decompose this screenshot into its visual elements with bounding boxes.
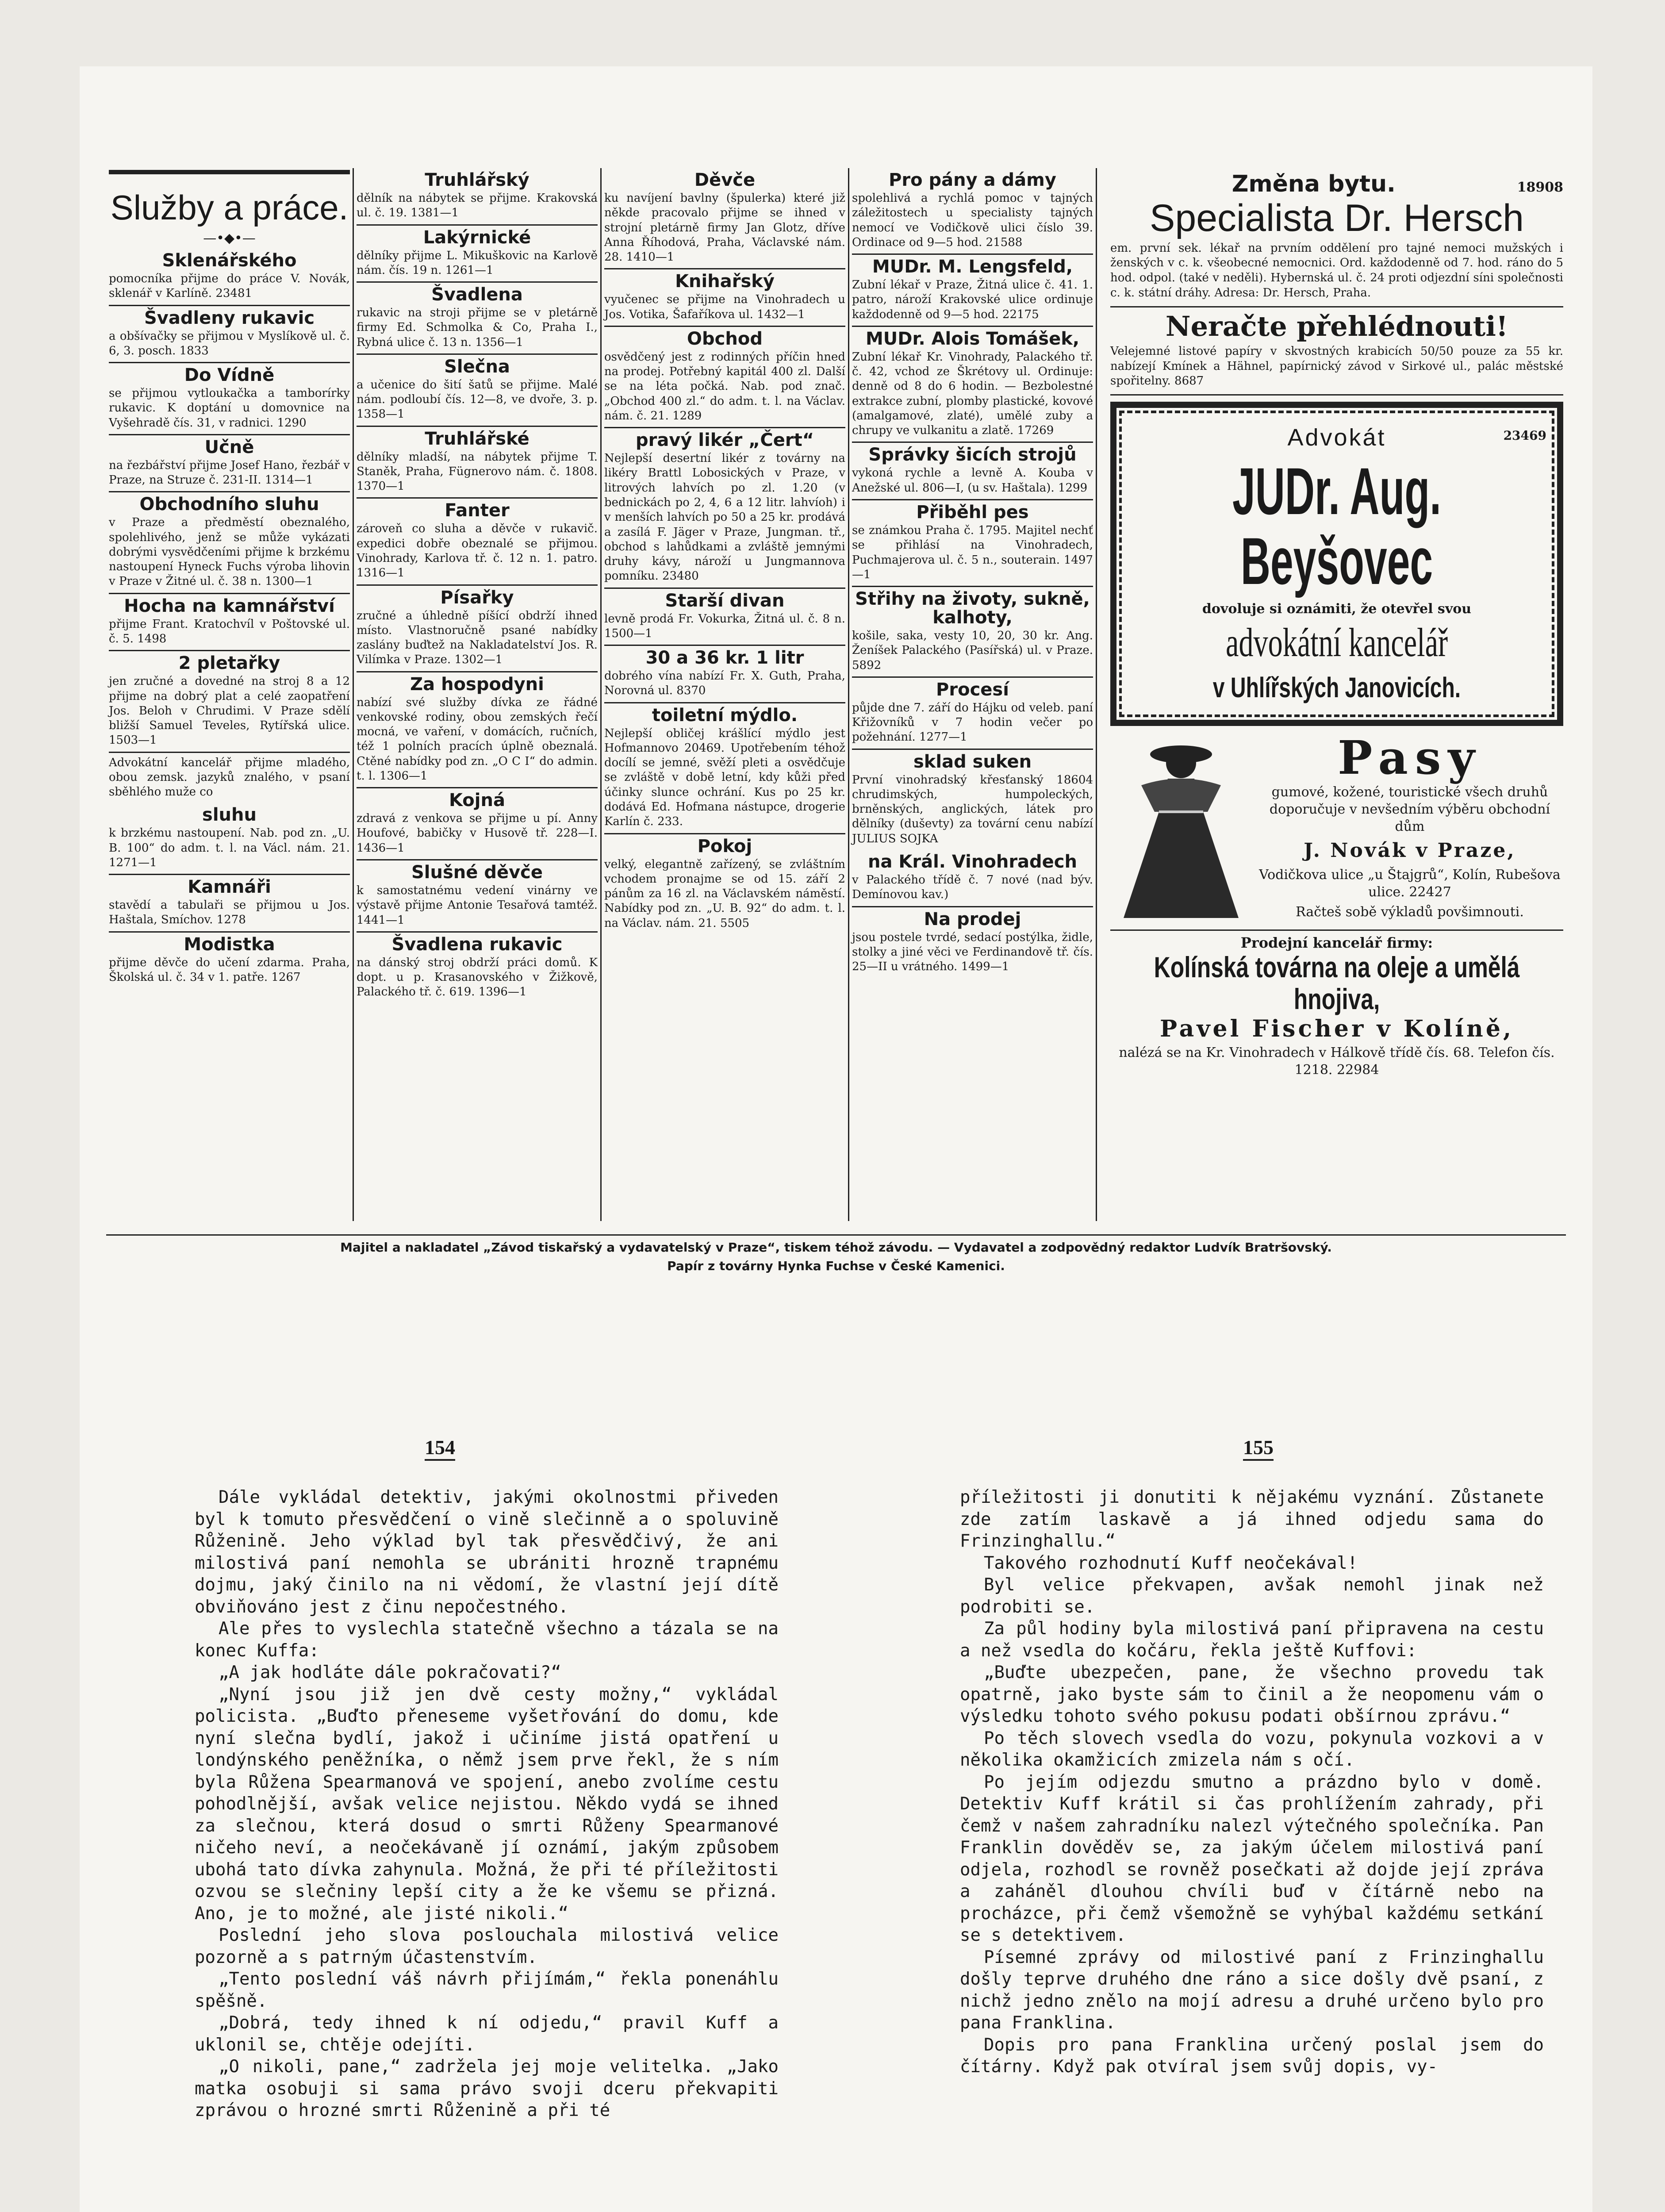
ad-text: pomocníka přijme do práce V. Novák, sklenář v Karlíně. 23481 xyxy=(109,272,350,300)
ad-item xyxy=(852,255,1093,327)
ad-title: Sklenářského xyxy=(162,250,297,271)
ad-item xyxy=(604,834,845,934)
paragraph: Takového rozhodnutí Kuff neočekával! xyxy=(984,1553,1358,1573)
ad-title: Učně xyxy=(204,437,254,457)
ad-title: sklad suken xyxy=(913,751,1032,772)
ad-headline: Kolínská továrna na oleje a umělá hnojiva, xyxy=(1154,950,1520,1016)
ad-firm: J. Novák v Praze, xyxy=(1304,839,1516,862)
ad-title: Děvče xyxy=(694,170,756,190)
ad-item xyxy=(852,907,1093,978)
ad-text: spolehlivá a rychlá pomoc v tajných záležitostech u specialisty tajných nemocí ve Vodičkově ulici číslo 39. Ordinace od 9—5 hod. 21588 xyxy=(852,192,1093,249)
ad-item xyxy=(852,850,1093,907)
ad-text: v Palackého třídě č. 7 nové (nad býv. Demínovou kav.) xyxy=(852,873,1093,902)
ad-item xyxy=(852,587,1093,678)
ad-text: nabízí své služby dívka ze řádné venkovské rodiny, obou zemských řečí mocná, ve vaření, v domácích, ručních, též 1 polních pracích úplně obeznalá. Ctěné nabídky pod zn. „O C I“ do admin. t. l. 1306—1 xyxy=(357,695,598,783)
ad-title: Slečna xyxy=(444,356,510,377)
ad-title: Lakýrnické xyxy=(423,227,531,248)
ad-text: Zubní lékař Kr. Vinohrady, Palackého tř. č. 42, vchod ze Škrétovy ul. Ordinuje: denně od 8 do 6 hodin. — Bezbolestné extrakce zubní, plomby plastické, kovové (amalgamové, zlaté), umělé zuby a chrupy ve vulkanitu a zlatě. 17269 xyxy=(852,350,1093,438)
ad-title: na Král. Vinohradech xyxy=(867,851,1077,872)
ad-text: jen zručné a dovedné na stroj 8 a 12 přijme na dobrý plat a celé zaopatření Jos. Beloh v Chrudimi. V Praze sdělí bližší Samuel Teveles, Rytířská ulice. 1503—1 xyxy=(109,675,350,747)
ad-item xyxy=(357,355,598,427)
ads-column-3 xyxy=(602,168,849,1221)
paragraph: Po jejím odjezdu smutno a prázdno bylo v domě. Detektiv Kuff krátil si čas prohlížením zahrady, při čemž v našem zahradníku nalezl výtečného společníka. Pan Franklin dověděv se, za jakým účelem milostivá paní odjela, rozhodl se rovněž posečkati až dojde její zpráva a zaháněl dlouhou chvíli buď v čítárně nebo na procházce, při čemž všemožně se vyhýbal každému setkání se s detektivem. xyxy=(960,1772,1544,1946)
ad-title: Starší divan xyxy=(665,590,785,611)
ad-title: Švadlena xyxy=(431,284,523,305)
ad-text: a obšívačky se přijmou v Myslíkově ul. č. 6, 3. posch. 1833 xyxy=(109,329,350,357)
ad-item xyxy=(604,269,845,327)
page-number-left: 154 xyxy=(425,1436,455,1461)
ad-kolinska xyxy=(1110,931,1563,1079)
ad-title: Fanter xyxy=(445,500,510,521)
ad-title: Procesí xyxy=(936,679,1009,700)
ad-item xyxy=(109,651,350,753)
ad-title: Střihy na životy, sukně, kalhoty, xyxy=(855,589,1090,628)
ad-text: k brzkému nastoupení. Nab. pod zn. „U. B. 100“ do adm. t. l. na Václ. nám. 21. 1271—1 xyxy=(109,826,350,869)
ad-item xyxy=(109,875,350,933)
ad-label: Prodejní kancelář firmy: xyxy=(1240,934,1433,951)
ad-title: 2 pletařky xyxy=(178,653,280,674)
ad-text: Velejemné listové papíry v skvostných krabicích 50/50 pouze za 55 kr. nabízejí Kmínek a Hähnel, papírnický závod v Sirkové ul., palác městské spořitelny. 8687 xyxy=(1110,344,1563,388)
imprint xyxy=(106,1234,1566,1275)
ad-item xyxy=(357,427,598,499)
ad-text: První vinohradský křesťanský 18604 chrudimských, humpoleckých, brněnských, anglických, látek pro dělníky (duševty) za tovární cenu nabízí JULIUS SOJKA xyxy=(852,773,1093,845)
ad-text: nalézá se na Kr. Vinohradech v Hálkově třídě čís. 68. Telefon čís. 1218. 22984 xyxy=(1119,1045,1555,1078)
ad-text: em. první sek. lékař na prvním oddělení pro tajné nemoci mužských i ženských v c. k. všeobecné nemocnici. Ord. každodenně od 7. hod. ráno do 5 hod. odpol. (také v neděli). Hybernská ul. č. 24 proti odjezdní síni společnosti c. k. státní dráhy. Adresa: Dr. Hersch, Praha. xyxy=(1110,241,1563,300)
ad-text: zdravá z venkova se přijme u pí. Anny Houfové, babičky v Husově tř. 228—I. 1436—1 xyxy=(357,812,598,855)
ad-text: k samostatnému vedení vinárny ve výstavě přijme Antonie Tesařová tamtéž. 1441—1 xyxy=(357,883,598,927)
ad-text: Zubní lékař v Praze, Žitná ulice č. 41. 1. patro, nároží Krakovské ulice ordinuje každodenně od 9—5 hod. 22175 xyxy=(852,278,1093,321)
ad-item xyxy=(604,703,845,834)
story-column-right xyxy=(960,1486,1544,2078)
ad-text: jsou postele tvrdé, sedací postýlka, židle, stolky a jiné věci ve Ferdinandově tř. čís. 25—II u vrátného. 1499—1 xyxy=(852,930,1093,974)
paragraph: „Buďte ubezpečen, pane, že všechno provedu tak opatrně, jako byste sám to činil a že neopomenu vám o výsledku tohoto svého pokusu podati obšírnou zprávu.“ xyxy=(960,1663,1544,1727)
ad-text: Nejlepší desertní likér z továrny na likéry Brattl Lobosických v Praze, v litrových lahvích po zl. 1.20 (v bednickách po 2, 4, 6 a 12 litr. lahvíoh) i v menších lahvích po 50 a 25 kr. prodává a zasílá F. Jäger v Praze, Jungman. tř., obchod s lahůdkami a zvláště jemnými druhy kávy, nároží u Jungmannova pomníku. 23480 xyxy=(604,452,845,583)
ad-item xyxy=(357,672,598,789)
ad-text: ku navíjení bavlny (špulerka) které již někde pracovalo přijme se ihned v strojní pletárně firmy Jan Glotz, dříve Anna Říhodová, Praha, Václavské nám. 28. 1410—1 xyxy=(604,192,845,264)
ad-title: Modistka xyxy=(184,934,275,955)
ad-text: Advokátní kancelář přijme mladého, obou zemsk. jazyků znalého, v psaní sběhlého muže co xyxy=(109,756,350,799)
ad-text: přijme Frant. Kratochvíl v Poštovské ul. č. 5. 1498 xyxy=(109,617,350,645)
ad-title: toiletní mýdlo. xyxy=(652,705,798,726)
ad-title: Truhlářské xyxy=(425,428,529,449)
ad-item xyxy=(357,788,598,860)
ad-headline: Specialista Dr. Hersch xyxy=(1150,197,1524,239)
ad-item xyxy=(109,249,350,306)
ad-text: Nejlepší obličej krášlící mýdlo jest Hofmannovo 20469. Upotřebením téhož docílí se jemné, svěží pleti a osvědčuje se zvláště v době letní, kdy kůži před účinky slunce ochrání. Kus po 25 kr. dodává Ed. Hofmana nástupce, drogerie Karlín č. 233. xyxy=(604,726,845,829)
imprint-line: Papír z továrny Hynka Fuchse v České Kamenici. xyxy=(667,1259,1005,1273)
ad-text: dobrého vína nabízí Fr. X. Guth, Praha, Norovná ul. 8370 xyxy=(604,669,845,698)
ad-item xyxy=(109,933,350,989)
ad-title: Švadlena rukavic xyxy=(391,934,563,955)
ad-text: dělníky přijme L. Mikuškovic na Karlově nám. čís. 19 n. 1261—1 xyxy=(357,249,598,277)
ad-text: a učenice do šití šatů se přijme. Malé nám. podloubí čís. 12—8, ve dvoře, 3. p. 1358—1 xyxy=(357,378,598,421)
ad-item xyxy=(109,435,350,493)
ad-text: levně prodá Fr. Vokurka, Žitná ul. č. 8 n. 1500—1 xyxy=(604,612,845,640)
ad-text: zručné a úhledně píšící obdrží ihned místo. Vlastnoručně psané nabídky zaslány buďtež na Nakladatelství Jos. R. Vilímka v Praze. 1302—1 xyxy=(357,609,598,667)
ad-office: advokátní kancelář xyxy=(1225,620,1448,665)
ad-item xyxy=(109,594,350,652)
ad-item xyxy=(852,500,1093,587)
ad-note: Račteš sobě výkladů povšimnouti. xyxy=(1296,904,1524,920)
ad-title: Za hospodyni xyxy=(410,674,544,695)
ad-number: 18908 xyxy=(1517,180,1563,195)
ad-title: Písařky xyxy=(440,587,514,608)
imprint-line: Majitel a nakladatel „Závod tiskařský a vydavatelský v Praze“, tiskem téhož závodu. — Vydavatel a zodpovědný redaktor Ludvík Bratršovský. xyxy=(340,1240,1332,1255)
ad-item xyxy=(852,327,1093,443)
ad-place: v Uhlířských Janovicích. xyxy=(1212,672,1461,704)
ad-item xyxy=(109,306,350,364)
ad-text: osvědčený jest z rodinných příčin hned na prodej. Potřebný kapitál 400 zl. Další se na léta počká. Nab. pod znač. „Obchod 400 zl.“ do adm. t. l. na Václav. nám. č. 21. 1289 xyxy=(604,350,845,422)
paragraph: „A jak hodláte dále pokračovati?“ xyxy=(219,1663,561,1683)
ad-item xyxy=(604,428,845,588)
ad-item xyxy=(357,226,598,283)
ad-title: Na prodej xyxy=(924,909,1021,929)
ad-title: Do Vídně xyxy=(184,365,275,386)
ad-title: 30 a 36 kr. 1 litr xyxy=(645,648,804,668)
ad-item xyxy=(604,168,845,269)
ad-text: dovoluje si oznámiti, že otevřel svou xyxy=(1202,601,1472,617)
paragraph: Za půl hodiny byla milostivá paní připravena na cestu a než vsedla do kočáru, řekla ještě Kuffovi: xyxy=(960,1619,1544,1661)
ad-text: rukavic na stroji přijme se v pletárně firmy Ed. Schmolka & Co, Praha I., Rybná ulice č. 13 n. 1356—1 xyxy=(357,306,598,349)
ads-column-4 xyxy=(849,168,1097,1221)
story-column-left xyxy=(195,1486,779,2122)
ad-title: pravý likér „Čert“ xyxy=(635,430,814,451)
ad-item xyxy=(604,589,845,646)
ad-text: vykoná rychle a levně A. Kouba v Anežské ul. 806—I, (u sv. Haštala). 1299 xyxy=(852,466,1093,495)
paragraph: Dopis pro pana Franklina určený poslal jsem do čítárny. Když pak otvíral jsem svůj dopis, vy- xyxy=(960,2035,1544,2077)
ad-title: Přiběhl pes xyxy=(916,502,1029,522)
ad-title: Změna bytu. xyxy=(1231,171,1396,197)
ad-text: gumové, kožené, touristické všech druhů doporučuje v nevšedním výběru obchodní dům xyxy=(1269,784,1550,835)
ad-title: Hocha na kamnářství xyxy=(124,595,335,616)
paragraph: Poslední jeho slova poslouchala milostivá velice pozorně a s patrným účastenstvím. xyxy=(195,1925,779,1967)
ad-text: přijme děvče do učení zdarma. Praha, Školská ul. č. 34 v 1. patře. 1267 xyxy=(109,956,350,984)
paragraph: Písemné zprávy od milostivé paní z Frinzinghallu došly teprve druhého dne ráno a sice došly dvě psaní, z nichž jedno znělo na mojí adresu a druhé určeno bylo pro pana Franklina. xyxy=(960,1947,1544,2033)
ad-neracte xyxy=(1110,307,1563,396)
ad-item xyxy=(357,586,598,672)
paragraph: Dále vykládal detektiv, jakými okolnostmi přiveden byl k tomuto přesvědčení o vině slečinně a o spoluvině Růženině. Jeho výklad byl tak přesvědčivý, že ani milostivá paní nemohla se ubrániti hrozně trapnému dojmu, jaký činilo na ni vědomí, že vlastní její dítě obviňováno jest z činu nepočestného. xyxy=(195,1487,779,1617)
ad-text: na dánský stroj obdrží práci domů. K dopt. u p. Krasanovského v Žižkově, Palackého tř. č. 619. 1396—1 xyxy=(357,956,598,999)
ad-text: dělník na nábytek se přijme. Krakovská ul. č. 19. 1381—1 xyxy=(357,192,598,220)
ad-headline: Pasy xyxy=(1338,730,1482,785)
ad-text: vyučenec se přijme na Vinohradech u Jos. Votika, Šafaříkova ul. 1432—1 xyxy=(604,293,845,321)
ad-pasy xyxy=(1110,732,1563,930)
ad-advokat xyxy=(1110,402,1563,726)
ad-headline: JUDr. Aug. Beyšovec xyxy=(1232,454,1441,598)
ad-text: na řezbářství přijme Josef Hano, řezbář v Praze, na Struze č. 231-II. 1314—1 xyxy=(109,458,350,487)
ad-headline: Neračte přehlédnouti! xyxy=(1165,310,1508,342)
ad-text: dělníky mladší, na nábytek přijme T. Staněk, Praha, Fügnerovo nám. č. 1808. 1370—1 xyxy=(357,450,598,493)
ad-title: Knihařský xyxy=(675,271,775,292)
ad-item xyxy=(357,168,598,226)
ad-text: zároveň co sluha a děvče v rukavič. expedici dobře obeznalé se přijmou. Vinohrady, Karlova tř. č. 12 n. 1. patro. 1316—1 xyxy=(357,522,598,580)
ad-text: se přijmou vytloukačka a tamborírky rukavic. K doptání u domovnice na Vyšehradě čís. 31, v radnici. 1290 xyxy=(109,387,350,430)
page-number-right: 155 xyxy=(1243,1436,1274,1461)
ad-item xyxy=(357,933,598,1003)
ad-item xyxy=(604,646,845,703)
ads-column-5 xyxy=(1097,168,1566,1221)
ad-text: půjde dne 7. září do Hájku od veleb. paní Křižovníků v 7 hodin večer po požehnání. 1277—1 xyxy=(852,701,1093,744)
ad-title: Švadleny rukavic xyxy=(144,307,315,328)
ad-title: Pro pány a dámy xyxy=(889,170,1056,190)
ad-title: Kamnáři xyxy=(188,877,271,898)
ad-item xyxy=(109,803,350,875)
paragraph: „O nikoli, pane,“ zadržela jej moje velitelka. „Jako matka osobuji si sama právo svoji dceru překvapiti zprávou o hrozné smrti Růženině a při té xyxy=(195,2057,779,2121)
ads-column-2 xyxy=(354,168,602,1221)
ad-number: 23469 xyxy=(1503,428,1546,443)
ad-title: Slušné děvče xyxy=(411,862,543,883)
ad-address: Vodičkova ulice „u Štajgrů“, Kolín, Rubešova ulice. 22427 xyxy=(1259,867,1561,900)
ad-text: velký, elegantně zařízený, se zvláštním vchodem pronajme se od 15. září 2 pánům za 16 zl. na Václavském náměstí. Nabídky pod zn. „U. B. 92“ do adm. t. l. na Václav. nám. 21. 5505 xyxy=(604,857,845,930)
ad-title: MUDr. M. Lengsfeld, xyxy=(872,257,1073,277)
paragraph: Byl velice překvapen, avšak nemohl jinak než podrobiti se. xyxy=(960,1575,1544,1617)
ad-title: Kojná xyxy=(449,790,505,811)
paragraph: „Tento poslední váš návrh přijímám,“ řekla ponenáhlu spěšně. xyxy=(195,1969,779,2011)
classified-ads xyxy=(106,168,1566,1221)
ads-column-1 xyxy=(106,168,354,1221)
ad-item xyxy=(109,492,350,594)
ad-item xyxy=(109,363,350,435)
ad-text: se známkou Praha č. 1795. Majitel nechť se přihlásí na Vinohradech, Puchmajerova ul. č. 5 n., souterain. 1497—1 xyxy=(852,523,1093,581)
ad-label: Advokát xyxy=(1287,424,1386,451)
ad-zmena-bytu xyxy=(1110,168,1563,307)
ad-title: MUDr. Alois Tomášek, xyxy=(865,328,1080,349)
paragraph: „Nyní jsou již jen dvě cesty možny,“ vykládal policista. „Buďto přeneseme vyšetřování do domu, kde nyní slečna bydlí, jakož i učiníme jistá opatření u londýnského peněžníka, o němž jsem prve řekl, že s ním byla Růžena Spearmanová ve spojení, anebo zvolíme cestu pohodlnější, avšak velice nejistou. Někdo vydá se ihned za slečnou, která dosud o smrti Růženy Spearmanové ničeho neví, a neočekávaně jí oznámí, jakým způsobem ubohá tato dívka zahynula. Možná, že při té příležitosti ozvou se slečniny lepší city a že ke všemu se přizná. Ano, je to možné, ale jisté nikoli.“ xyxy=(195,1684,779,1924)
ornament: —•◆•— xyxy=(203,230,256,246)
ad-text: v Praze a předměstí obeznalého, spolehlivého, jenž se může vykázati dobrými vysvědčeními přijme k brzkému nastoupení Hyneck Fuchs výroba lihovin v Praze v Žitné ul. č. 38 n. 1300—1 xyxy=(109,516,350,588)
ad-title: Obchodního sluhu xyxy=(139,494,319,515)
ad-title: Truhlářský xyxy=(425,170,529,190)
ad-item xyxy=(852,168,1093,255)
ad-item xyxy=(852,750,1093,850)
ad-item xyxy=(357,860,598,933)
ad-title: Obchod xyxy=(687,328,763,349)
ad-item xyxy=(852,678,1093,750)
ad-item xyxy=(357,283,598,355)
ad-owner: Pavel Fischer v Kolíně, xyxy=(1159,1015,1514,1042)
ad-text: košile, saka, vesty 10, 20, 30 kr. Ang. Ženíšek Palackého (Pasířská) ul. v Praze. 5892 xyxy=(852,629,1093,672)
ad-item xyxy=(357,499,598,585)
lady-illustration xyxy=(1115,737,1247,922)
ad-title: Správky šicích strojů xyxy=(868,445,1077,465)
ad-item xyxy=(852,443,1093,500)
section-title: Služby a práce. xyxy=(109,170,350,228)
paragraph: Ale přes to vyslechla statečně všechno a tázala se na konec Kuffa: xyxy=(195,1619,779,1661)
ad-title: Pokoj xyxy=(697,836,752,856)
ad-text: stavědí a tabulaři se přijmou u Jos. Haštala, Smíchov. 1278 xyxy=(109,899,350,927)
ad-item xyxy=(109,753,350,803)
paragraph: Po těch slovech vsedla do vozu, pokynula vozkovi a v několika okamžicích zmizela nám s očí. xyxy=(960,1728,1544,1770)
ad-title: sluhu xyxy=(202,805,257,826)
paragraph: příležitosti ji donutiti k nějakému vyznání. Zůstanete zde zatím laskavě a já ihned odjedu sama do Frinzinghallu.“ xyxy=(960,1487,1544,1551)
ad-item xyxy=(604,327,845,428)
paragraph: „Dobrá, tedy ihned k ní odjedu,“ pravil Kuff a uklonil se, chtěje odejíti. xyxy=(195,2013,779,2055)
